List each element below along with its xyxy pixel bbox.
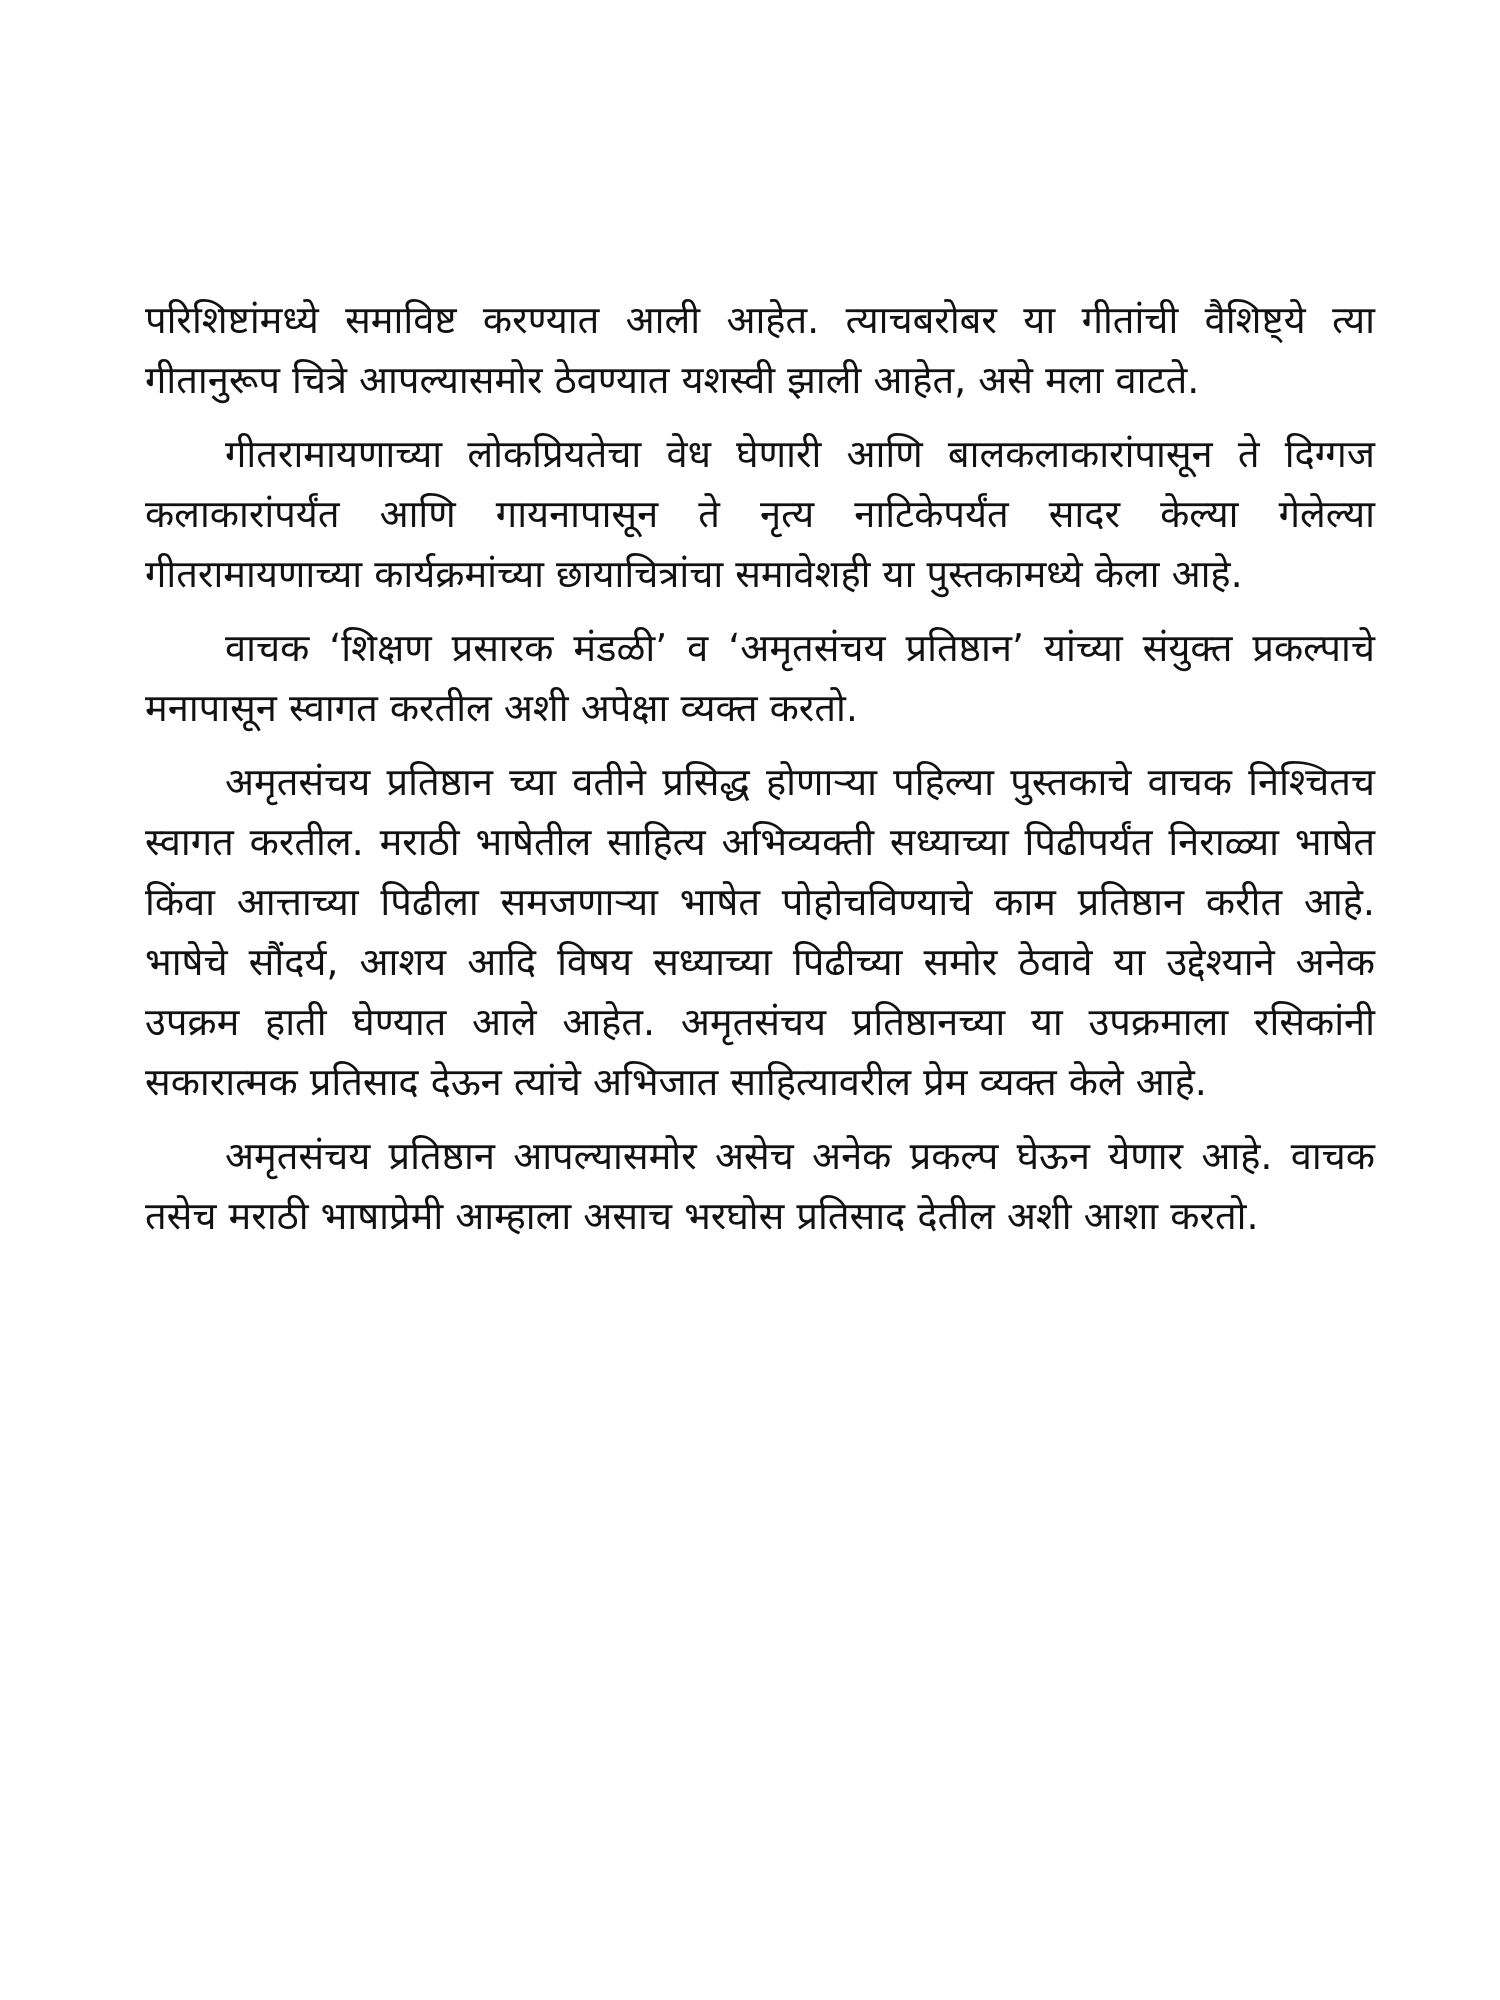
paragraph-first-book: अमृतसंचय प्रतिष्ठान च्या वतीने प्रसिद्ध होणाऱ्या पहिल्या पुस्तकाचे वाचक निश्चितच स्वागत करतील. मराठी भाषेतील साहित्य अभिव्यक्ती सध्याच्या पिढीपर्यंत निराळ्या भाषेत किंवा आत्ताच्या पिढीला समजणाऱ्या भाषेत पोहोचविण्याचे काम प्रतिष्ठान करीत आहे. भाषेचे सौंदर्य, आशय आदि विषय सध्याच्या पिढीच्या समोर ठेवावे या उद्देश्याने अनेक उपक्रम हाती घेण्यात आले आहेत. अमृतसंचय प्रतिष्ठानच्या या उपक्रमाला रसिकांनी सकारात्मक प्रतिसाद देऊन त्यांचे अभिजात साहित्यावरील प्रेम व्यक्त केले आहे. [145,760,1375,1104]
paragraph-geetramayan-popularity: गीतरामायणाच्या लोकप्रियतेचा वेध घेणारी आणि बालकलाकारांपासून ते दिग्गज कलाकारांपर्यंत आणि गायनापासून ते नृत्य नाटिकेपर्यंत सादर केल्या गेलेल्या गीतरामायणाच्या कार्यक्रमांच्या छायाचित्रांचा समावेशही या पुस्तकामध्ये केला आहे. [145,432,1375,596]
paragraph-continuation: परिशिष्टांमध्ये समाविष्ट करण्यात आली आहेत. त्याचबरोबर या गीतांची वैशिष्ट्ये त्या गीतानुरूप चित्रे आपल्यासमोर ठेवण्यात यशस्वी झाली आहेत, असे मला वाटते. [145,298,1375,402]
document-page [145,290,1375,1260]
paragraph-joint-project: वाचक ‘शिक्षण प्रसारक मंडळी’ व ‘अमृतसंचय प्रतिष्ठान’ यांच्या संयुक्त प्रकल्पाचे मनापासून स्वागत करतील अशी अपेक्षा व्यक्त करतो. [145,626,1375,730]
paragraph-future-projects: अमृतसंचय प्रतिष्ठान आपल्यासमोर असेच अनेक प्रकल्प घेऊन येणार आहे. वाचक तसेच मराठी भाषाप्रेमी आम्हाला असाच भरघोस प्रतिसाद देतील अशी आशा करतो. [145,1134,1375,1238]
